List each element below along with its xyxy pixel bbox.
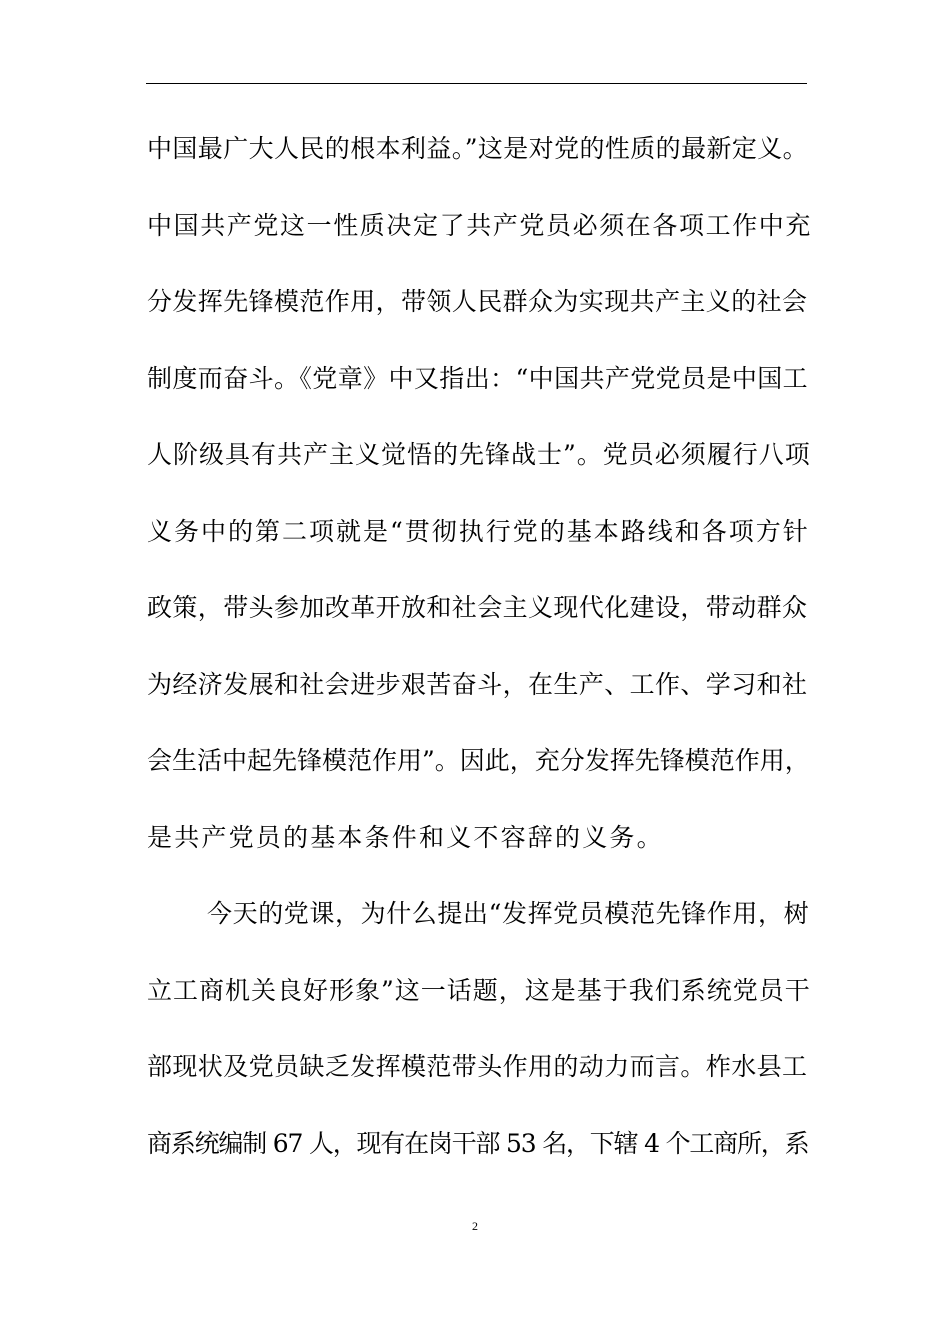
text-line: 立工商机关良好形象”这一话题，这是基于我们系统党员干: [147, 976, 811, 1005]
page-number: 2: [472, 1219, 478, 1233]
text-line: 商系统编制 67 人，现有在岗干部 53 名，下辖 4 个工商所，系: [147, 1129, 809, 1158]
text-line: 部现状及党员缺乏发挥模范带头作用的动力而言。柞水县工: [147, 1052, 808, 1081]
text-line: 人阶级具有共产主义觉悟的先锋战士”。党员必须履行八项: [147, 440, 811, 469]
text-line: 分发挥先锋模范作用，带领人民群众为实现共产主义的社会: [147, 287, 808, 316]
text-line: 为经济发展和社会进步艰苦奋斗，在生产、工作、学习和社: [147, 670, 808, 699]
text-line: 中国最广大人民的根本利益。”这是对党的性质的最新定义。: [147, 134, 809, 163]
text-line: 是共产党员的基本条件和义不容辞的义务。: [147, 823, 664, 852]
text-line: 政策，带头参加改革开放和社会主义现代化建设，带动群众: [147, 593, 808, 622]
text-line: 会生活中起先锋模范作用”。因此，充分发挥先锋模范作用，: [147, 746, 810, 775]
text-line: 今天的党课，为什么提出“发挥党员模范先锋作用，树: [207, 899, 810, 928]
text-line: 中国共产党这一性质决定了共产党员必须在各项工作中充: [147, 211, 813, 240]
text-line: 制度而奋斗。《党章》中又指出：“中国共产党党员是中国工: [147, 364, 809, 393]
text-line: 义务中的第二项就是“贯彻执行党的基本路线和各项方针: [147, 517, 810, 546]
